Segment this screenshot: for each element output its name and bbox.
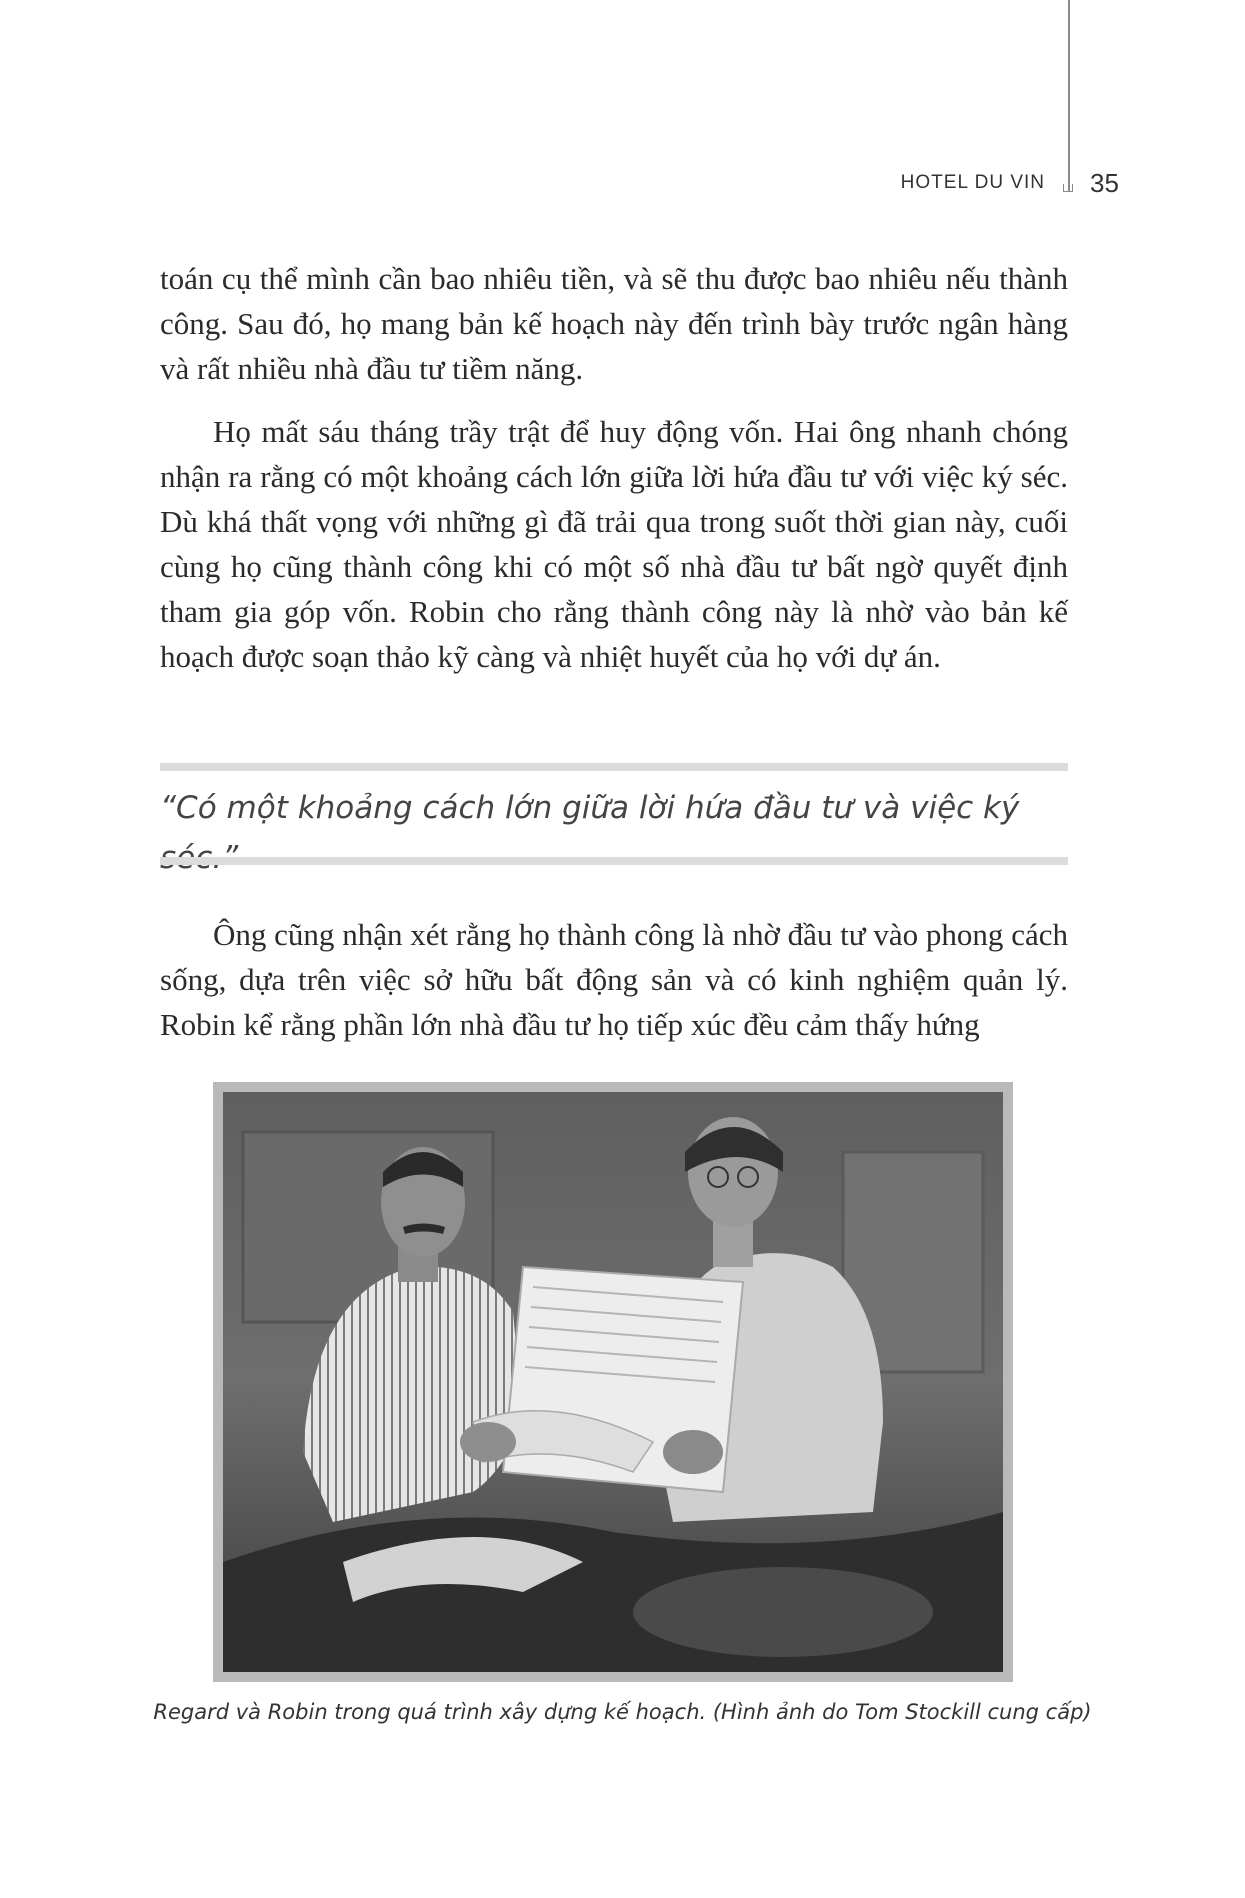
- photo: [223, 1092, 1003, 1672]
- page-number: 35: [1090, 168, 1119, 198]
- pull-quote-rule-bottom: [160, 857, 1068, 865]
- margin-rule: [1068, 0, 1070, 192]
- photo-caption: Regard và Robin trong quá trình xây dựng kế hoạch. (Hình ảnh do Tom Stockill cung cấp): [153, 1700, 1092, 1724]
- margin-rule-tick: [1063, 184, 1073, 192]
- body-paragraph-2: Họ mất sáu tháng trầy trật để huy động vốn. Hai ông nhanh chóng nhận ra rằng có một khoảng cách lớn giữa lời hứa đầu tư với việc ký séc. Dù khá thất vọng với những gì đã trải qua trong suốt thời gian này, cuối cùng họ cũng thành công khi có một số nhà đầu tư bất ngờ quyết định tham gia góp vốn. Robin cho rằng thành công này là nhờ vào bản kế hoạch được soạn thảo kỹ càng và nhiệt huyết của họ với dự án.: [160, 414, 1068, 674]
- pull-quote-rule-top: [160, 763, 1068, 771]
- photo-frame: [213, 1082, 1013, 1682]
- pull-quote: “Có một khoảng cách lớn giữa lời hứa đầu tư và việc ký: [160, 790, 1020, 826]
- running-title: HOTEL DU VIN: [900, 172, 1045, 193]
- body-paragraph-3: Ông cũng nhận xét rằng họ thành công là nhờ đầu tư vào phong cách sống, dựa trên việc sở hữu bất động sản và có kinh nghiệm quản lý. Robin kể rằng phần lớn nhà đầu tư họ tiếp xúc đều cảm thấy hứng: [160, 917, 1068, 1042]
- body-paragraph-1: toán cụ thể mình cần bao nhiêu tiền, và sẽ thu được bao nhiêu nếu thành công. Sau đó, họ mang bản kế hoạch này đến trình bày trước ngân hàng và rất nhiều nhà đầu tư tiềm năng.: [160, 261, 1068, 386]
